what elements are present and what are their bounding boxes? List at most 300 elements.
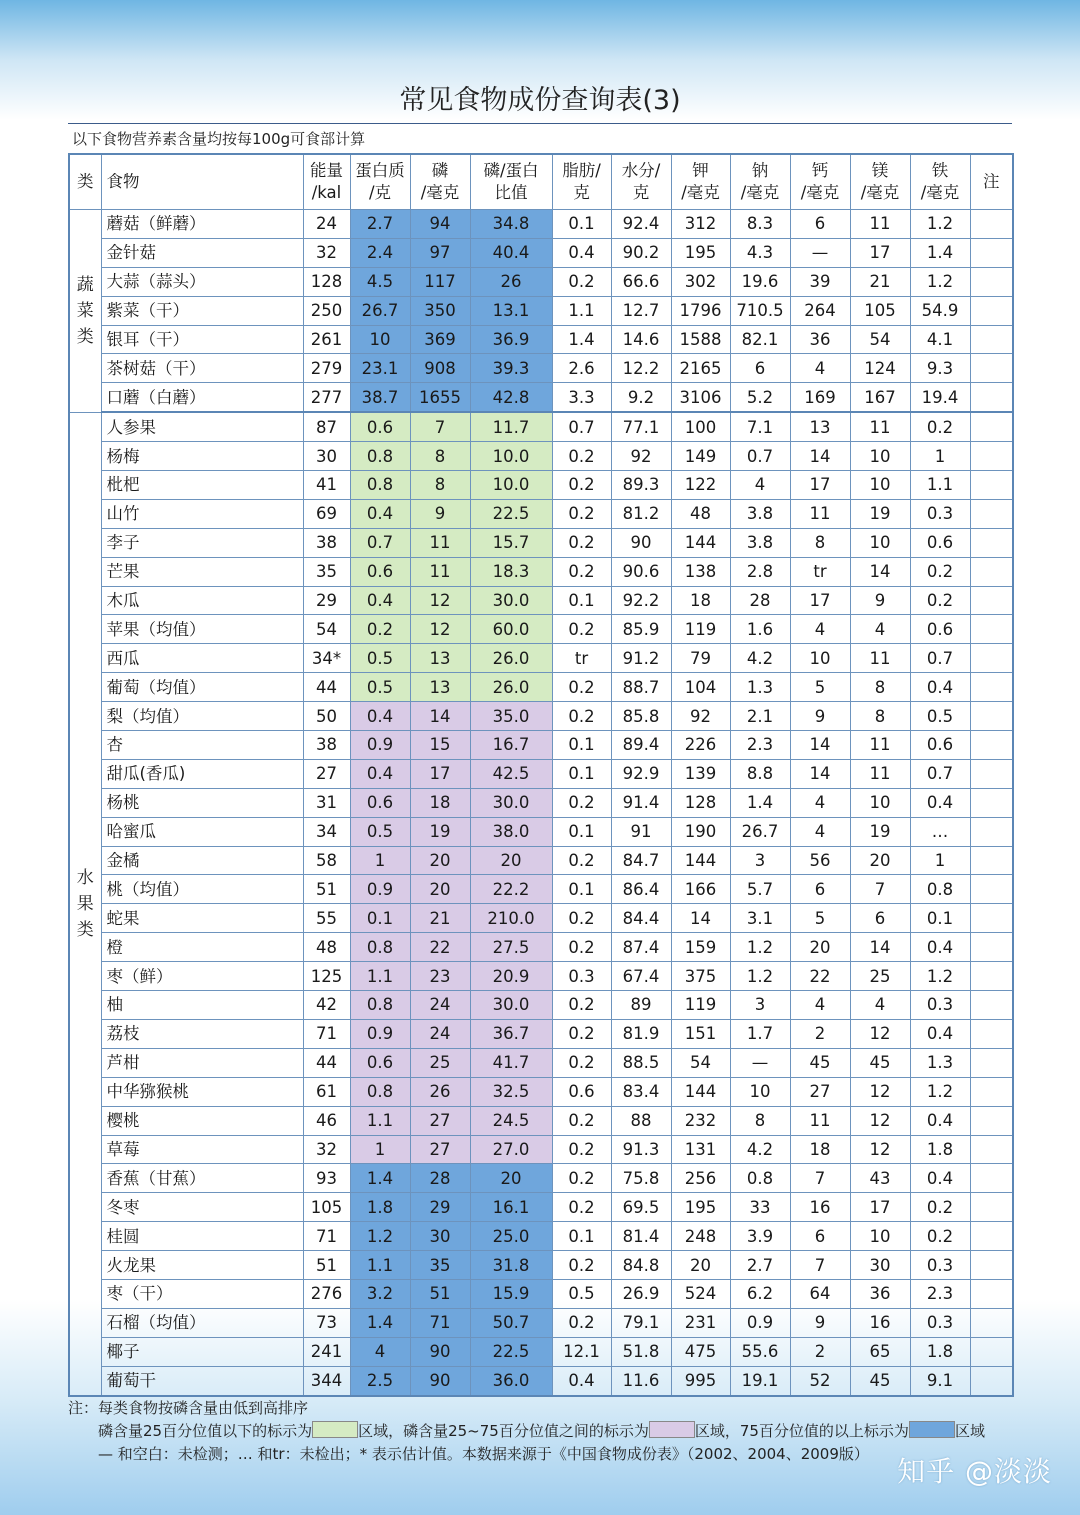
value-cell: 4.2 <box>730 644 790 673</box>
value-cell: 231 <box>671 1308 730 1337</box>
value-cell: 144 <box>671 528 730 557</box>
value-cell: 20.9 <box>470 962 552 991</box>
value-cell: 0.1 <box>350 904 410 933</box>
value-cell: 0.1 <box>552 817 611 846</box>
value-cell: — <box>790 238 850 267</box>
value-cell: 710.5 <box>730 296 790 325</box>
value-cell <box>970 731 1013 760</box>
column-header-line2: 比值 <box>494 183 528 202</box>
value-cell <box>970 296 1013 325</box>
value-cell: 0.8 <box>350 471 410 500</box>
value-cell <box>970 1279 1013 1308</box>
value-cell: 0.1 <box>552 759 611 788</box>
value-cell: 10.0 <box>470 442 552 471</box>
column-header <box>671 154 730 210</box>
value-cell: 90 <box>611 528 671 557</box>
value-cell: 79.1 <box>611 1308 671 1337</box>
value-cell: 1.1 <box>350 962 410 991</box>
value-cell <box>970 1135 1013 1164</box>
value-cell: 1655 <box>410 383 470 412</box>
value-cell <box>970 471 1013 500</box>
value-cell: 169 <box>790 383 850 412</box>
value-cell: 55 <box>303 904 350 933</box>
table-row <box>69 354 1013 383</box>
table-row <box>69 1337 1013 1366</box>
value-cell: tr <box>552 644 611 673</box>
value-cell: 12 <box>410 586 470 615</box>
value-cell: 4.2 <box>730 1135 790 1164</box>
value-cell: 0.2 <box>552 1164 611 1193</box>
value-cell: 0.8 <box>350 933 410 962</box>
value-cell: 2.4 <box>350 238 410 267</box>
value-cell: 0.2 <box>552 1106 611 1135</box>
value-cell: 241 <box>303 1337 350 1366</box>
column-header-line1: 蛋白质 <box>355 161 405 180</box>
value-cell: 0.2 <box>552 991 611 1020</box>
food-name-cell: 冬枣 <box>101 1193 303 1222</box>
value-cell: 144 <box>671 846 730 875</box>
value-cell: 0.2 <box>552 1308 611 1337</box>
food-name-cell: 荔枝 <box>101 1019 303 1048</box>
value-cell: 3 <box>730 991 790 1020</box>
value-cell: 89.4 <box>611 731 671 760</box>
value-cell: 28 <box>730 586 790 615</box>
value-cell: 51 <box>410 1279 470 1308</box>
food-name-cell: 柚 <box>101 991 303 1020</box>
value-cell: 34* <box>303 644 350 673</box>
food-name-cell: 橙 <box>101 933 303 962</box>
column-header-line1: 水分/ <box>621 161 661 180</box>
value-cell: 4.5 <box>350 267 410 296</box>
value-cell: 52 <box>790 1366 850 1395</box>
food-name-cell: 葡萄（均值） <box>101 673 303 702</box>
value-cell: 3 <box>730 846 790 875</box>
column-header-line1: 食物 <box>106 172 140 191</box>
value-cell: 1.2 <box>910 267 970 296</box>
value-cell: 92 <box>671 702 730 731</box>
value-cell <box>970 846 1013 875</box>
value-cell: 0.3 <box>910 499 970 528</box>
value-cell: 22 <box>410 933 470 962</box>
value-cell: 1.4 <box>910 238 970 267</box>
value-cell: 0.6 <box>350 557 410 586</box>
value-cell: 369 <box>410 325 470 354</box>
column-header-line1: 磷/蛋白 <box>483 161 539 180</box>
value-cell: 20 <box>470 1164 552 1193</box>
value-cell: 60.0 <box>470 615 552 644</box>
value-cell: 50 <box>303 702 350 731</box>
value-cell: 14 <box>850 933 910 962</box>
value-cell: 10 <box>730 1077 790 1106</box>
value-cell: 0.2 <box>552 702 611 731</box>
value-cell: 908 <box>410 354 470 383</box>
table-row <box>69 1251 1013 1280</box>
food-name-cell: 银耳（干） <box>101 325 303 354</box>
value-cell: 30.0 <box>470 991 552 1020</box>
food-name-cell: 哈蜜瓜 <box>101 817 303 846</box>
value-cell: 11.7 <box>470 412 552 441</box>
footnotes <box>68 1397 985 1466</box>
value-cell: 1796 <box>671 296 730 325</box>
note-legend-end-text: 区域 <box>954 1422 985 1440</box>
value-cell: 65 <box>850 1337 910 1366</box>
value-cell: 11 <box>850 759 910 788</box>
value-cell: 44 <box>303 1048 350 1077</box>
value-cell: 0.4 <box>910 788 970 817</box>
column-header-line2: /毫克 <box>420 183 460 202</box>
value-cell: 18 <box>410 788 470 817</box>
food-name-cell: 苹果（均值） <box>101 615 303 644</box>
value-cell: 27.0 <box>470 1135 552 1164</box>
value-cell <box>970 499 1013 528</box>
value-cell: 27 <box>790 1077 850 1106</box>
value-cell: 167 <box>850 383 910 412</box>
value-cell: 7.1 <box>730 412 790 441</box>
value-cell: 39.3 <box>470 354 552 383</box>
value-cell: 90.2 <box>611 238 671 267</box>
value-cell: 2.6 <box>552 354 611 383</box>
column-header <box>850 154 910 210</box>
value-cell <box>970 267 1013 296</box>
column-header-line2: /毫克 <box>920 183 960 202</box>
table-row <box>69 933 1013 962</box>
value-cell: 34.8 <box>470 210 552 239</box>
value-cell: 58 <box>303 846 350 875</box>
value-cell: 1 <box>910 442 970 471</box>
food-name-cell: 木瓜 <box>101 586 303 615</box>
value-cell: 226 <box>671 731 730 760</box>
value-cell: 159 <box>671 933 730 962</box>
value-cell: 3.1 <box>730 904 790 933</box>
food-name-cell: 枣（干） <box>101 1279 303 1308</box>
food-name-cell: 中华猕猴桃 <box>101 1077 303 1106</box>
value-cell: 11 <box>850 412 910 441</box>
value-cell: 21 <box>850 267 910 296</box>
value-cell: 73 <box>303 1308 350 1337</box>
value-cell: 0.4 <box>552 1366 611 1395</box>
value-cell: 91.4 <box>611 788 671 817</box>
table-row <box>69 528 1013 557</box>
value-cell: 1.1 <box>350 1251 410 1280</box>
value-cell: 1.2 <box>730 962 790 991</box>
value-cell: 0.2 <box>552 557 611 586</box>
value-cell: 10.0 <box>470 471 552 500</box>
value-cell: 2.7 <box>350 210 410 239</box>
column-header <box>410 154 470 210</box>
table-row <box>69 644 1013 673</box>
value-cell: 48 <box>671 499 730 528</box>
value-cell: 0.9 <box>730 1308 790 1337</box>
value-cell: 14.6 <box>611 325 671 354</box>
value-cell: … <box>910 817 970 846</box>
value-cell: 27 <box>410 1135 470 1164</box>
value-cell: 0.3 <box>552 962 611 991</box>
table-row <box>69 1366 1013 1395</box>
value-cell: 20 <box>410 875 470 904</box>
table-row <box>69 267 1013 296</box>
value-cell: 1.4 <box>552 325 611 354</box>
value-cell: 119 <box>671 991 730 1020</box>
value-cell: 1.1 <box>552 296 611 325</box>
value-cell <box>970 1077 1013 1106</box>
value-cell: 0.8 <box>350 1077 410 1106</box>
value-cell: 9 <box>410 499 470 528</box>
column-header-line1: 磷 <box>431 161 449 180</box>
food-name-cell: 火龙果 <box>101 1251 303 1280</box>
value-cell: 84.4 <box>611 904 671 933</box>
value-cell: 0.2 <box>910 412 970 441</box>
column-header-line1: 铁 <box>931 161 949 180</box>
note-sort-order: 注：每类食物按磷含量由低到高排序 <box>68 1399 309 1417</box>
value-cell: 71 <box>410 1308 470 1337</box>
value-cell: 26.7 <box>730 817 790 846</box>
value-cell: 14 <box>850 557 910 586</box>
value-cell: 0.3 <box>910 1251 970 1280</box>
value-cell: 39 <box>790 267 850 296</box>
value-cell: 0.6 <box>350 1048 410 1077</box>
category-cell <box>69 210 101 413</box>
value-cell: 10 <box>790 644 850 673</box>
value-cell: 0.7 <box>730 442 790 471</box>
note-legend <box>68 1420 985 1443</box>
value-cell: 30 <box>850 1251 910 1280</box>
value-cell: 0.5 <box>350 673 410 702</box>
value-cell: 128 <box>671 788 730 817</box>
value-cell: 25.0 <box>470 1222 552 1251</box>
value-cell: 75.8 <box>611 1164 671 1193</box>
value-cell: 9.3 <box>910 354 970 383</box>
value-cell: 22.2 <box>470 875 552 904</box>
table-row <box>69 991 1013 1020</box>
column-header-line2: /kal <box>311 183 342 202</box>
value-cell: 45 <box>850 1366 910 1395</box>
food-name-cell: 杏 <box>101 731 303 760</box>
value-cell: 18 <box>671 586 730 615</box>
value-cell: 277 <box>303 383 350 412</box>
table-row <box>69 673 1013 702</box>
value-cell: 15.7 <box>470 528 552 557</box>
food-name-cell: 梨（均值） <box>101 702 303 731</box>
value-cell: 36 <box>790 325 850 354</box>
value-cell: 88.5 <box>611 1048 671 1077</box>
value-cell: 30.0 <box>470 586 552 615</box>
value-cell: 0.2 <box>552 673 611 702</box>
value-cell: 29 <box>303 586 350 615</box>
table-row <box>69 471 1013 500</box>
value-cell: 24 <box>303 210 350 239</box>
column-header <box>970 154 1013 210</box>
value-cell: 122 <box>671 471 730 500</box>
value-cell: 71 <box>303 1222 350 1251</box>
value-cell <box>970 933 1013 962</box>
value-cell: 10 <box>850 528 910 557</box>
value-cell: 0.2 <box>350 615 410 644</box>
value-cell: 312 <box>671 210 730 239</box>
value-cell: tr <box>790 557 850 586</box>
food-name-cell: 葡萄干 <box>101 1366 303 1395</box>
watermark: 知乎 @淡淡 <box>897 1455 1052 1488</box>
value-cell: 0.2 <box>552 788 611 817</box>
value-cell: 0.2 <box>910 586 970 615</box>
value-cell: 14 <box>790 731 850 760</box>
value-cell: 10 <box>350 325 410 354</box>
value-cell: 19 <box>410 817 470 846</box>
value-cell: 11 <box>410 528 470 557</box>
value-cell: 1.1 <box>910 471 970 500</box>
column-header-line2: /毫克 <box>740 183 780 202</box>
value-cell: 23.1 <box>350 354 410 383</box>
value-cell: 1.8 <box>910 1337 970 1366</box>
value-cell: 20 <box>850 846 910 875</box>
value-cell: 0.5 <box>552 1279 611 1308</box>
table-row <box>69 788 1013 817</box>
value-cell: 1.4 <box>730 788 790 817</box>
table-row <box>69 586 1013 615</box>
table-row <box>69 325 1013 354</box>
value-cell: 18.3 <box>470 557 552 586</box>
value-cell: 54.9 <box>910 296 970 325</box>
value-cell: 9.2 <box>611 383 671 412</box>
value-cell <box>970 1308 1013 1337</box>
value-cell: 0.6 <box>350 412 410 441</box>
value-cell: 2.3 <box>730 731 790 760</box>
value-cell: 8 <box>850 673 910 702</box>
value-cell: 17 <box>850 238 910 267</box>
value-cell: 92 <box>611 442 671 471</box>
value-cell <box>970 557 1013 586</box>
value-cell: 92.2 <box>611 586 671 615</box>
subtitle: 以下食物营养素含量均按每100g可食部计算 <box>72 130 366 148</box>
value-cell: 42 <box>303 991 350 1020</box>
value-cell: 44 <box>303 673 350 702</box>
value-cell: 16 <box>790 1193 850 1222</box>
table-row <box>69 499 1013 528</box>
table-row <box>69 846 1013 875</box>
value-cell: 166 <box>671 875 730 904</box>
value-cell: 0.7 <box>350 528 410 557</box>
value-cell: 19 <box>850 817 910 846</box>
value-cell: 71 <box>303 1019 350 1048</box>
value-cell: 0.9 <box>350 1019 410 1048</box>
food-name-cell: 甜瓜(香瓜) <box>101 759 303 788</box>
value-cell: 17 <box>790 586 850 615</box>
table-row <box>69 1164 1013 1193</box>
value-cell: 0.5 <box>910 702 970 731</box>
value-cell: 7 <box>790 1164 850 1193</box>
value-cell: 86.4 <box>611 875 671 904</box>
value-cell: 5 <box>790 904 850 933</box>
value-cell: 0.2 <box>552 267 611 296</box>
food-name-cell: 杨梅 <box>101 442 303 471</box>
value-cell: 17 <box>850 1193 910 1222</box>
column-header <box>101 154 303 210</box>
value-cell: 0.2 <box>552 846 611 875</box>
value-cell <box>970 962 1013 991</box>
value-cell: 19 <box>850 499 910 528</box>
table-row <box>69 383 1013 412</box>
value-cell: 149 <box>671 442 730 471</box>
value-cell: 1.8 <box>350 1193 410 1222</box>
value-cell: 22.5 <box>470 499 552 528</box>
value-cell: 54 <box>303 615 350 644</box>
table-row <box>69 817 1013 846</box>
value-cell: 6 <box>790 210 850 239</box>
value-cell: 16.1 <box>470 1193 552 1222</box>
value-cell: 1.2 <box>730 933 790 962</box>
value-cell: 0.6 <box>910 528 970 557</box>
food-name-cell: 椰子 <box>101 1337 303 1366</box>
value-cell: 0.2 <box>552 1193 611 1222</box>
value-cell: 475 <box>671 1337 730 1366</box>
value-cell: 2.7 <box>730 1251 790 1280</box>
value-cell <box>970 788 1013 817</box>
value-cell <box>970 1106 1013 1135</box>
value-cell: 7 <box>790 1251 850 1280</box>
value-cell: 18 <box>790 1135 850 1164</box>
food-name-cell: 人参果 <box>101 412 303 441</box>
value-cell: 276 <box>303 1279 350 1308</box>
column-header <box>910 154 970 210</box>
value-cell: 0.4 <box>910 1164 970 1193</box>
food-name-cell: 桃（均值） <box>101 875 303 904</box>
value-cell: 33 <box>730 1193 790 1222</box>
value-cell: 0.5 <box>350 644 410 673</box>
table-row <box>69 731 1013 760</box>
value-cell: 24.5 <box>470 1106 552 1135</box>
value-cell: 38 <box>303 528 350 557</box>
value-cell: 2.1 <box>730 702 790 731</box>
value-cell <box>970 442 1013 471</box>
value-cell: 2.3 <box>910 1279 970 1308</box>
value-cell: 35.0 <box>470 702 552 731</box>
value-cell: 1.1 <box>350 1106 410 1135</box>
table-row <box>69 238 1013 267</box>
value-cell: 19.6 <box>730 267 790 296</box>
food-name-cell: 紫菜（干） <box>101 296 303 325</box>
value-cell: 302 <box>671 267 730 296</box>
value-cell: 87 <box>303 412 350 441</box>
value-cell: 1.7 <box>730 1019 790 1048</box>
legend-mid-swatch <box>649 1421 695 1438</box>
value-cell: 5.2 <box>730 383 790 412</box>
value-cell <box>970 210 1013 239</box>
value-cell: 19.1 <box>730 1366 790 1395</box>
nutrition-table <box>68 153 1014 1397</box>
value-cell <box>970 1251 1013 1280</box>
value-cell: 27 <box>410 1106 470 1135</box>
value-cell: 38.7 <box>350 383 410 412</box>
value-cell: 69.5 <box>611 1193 671 1222</box>
value-cell: 5 <box>790 673 850 702</box>
table-row <box>69 702 1013 731</box>
value-cell: 4.3 <box>730 238 790 267</box>
value-cell: 138 <box>671 557 730 586</box>
value-cell: 190 <box>671 817 730 846</box>
value-cell: 14 <box>790 442 850 471</box>
value-cell: 3.8 <box>730 499 790 528</box>
value-cell: 10 <box>850 442 910 471</box>
value-cell: 51.8 <box>611 1337 671 1366</box>
value-cell: 6 <box>790 1222 850 1251</box>
value-cell: 93 <box>303 1164 350 1193</box>
value-cell: 0.2 <box>552 904 611 933</box>
table-row <box>69 1077 1013 1106</box>
value-cell: 27.5 <box>470 933 552 962</box>
value-cell <box>970 586 1013 615</box>
value-cell: 14 <box>671 904 730 933</box>
value-cell: 26 <box>470 267 552 296</box>
value-cell: 195 <box>671 238 730 267</box>
